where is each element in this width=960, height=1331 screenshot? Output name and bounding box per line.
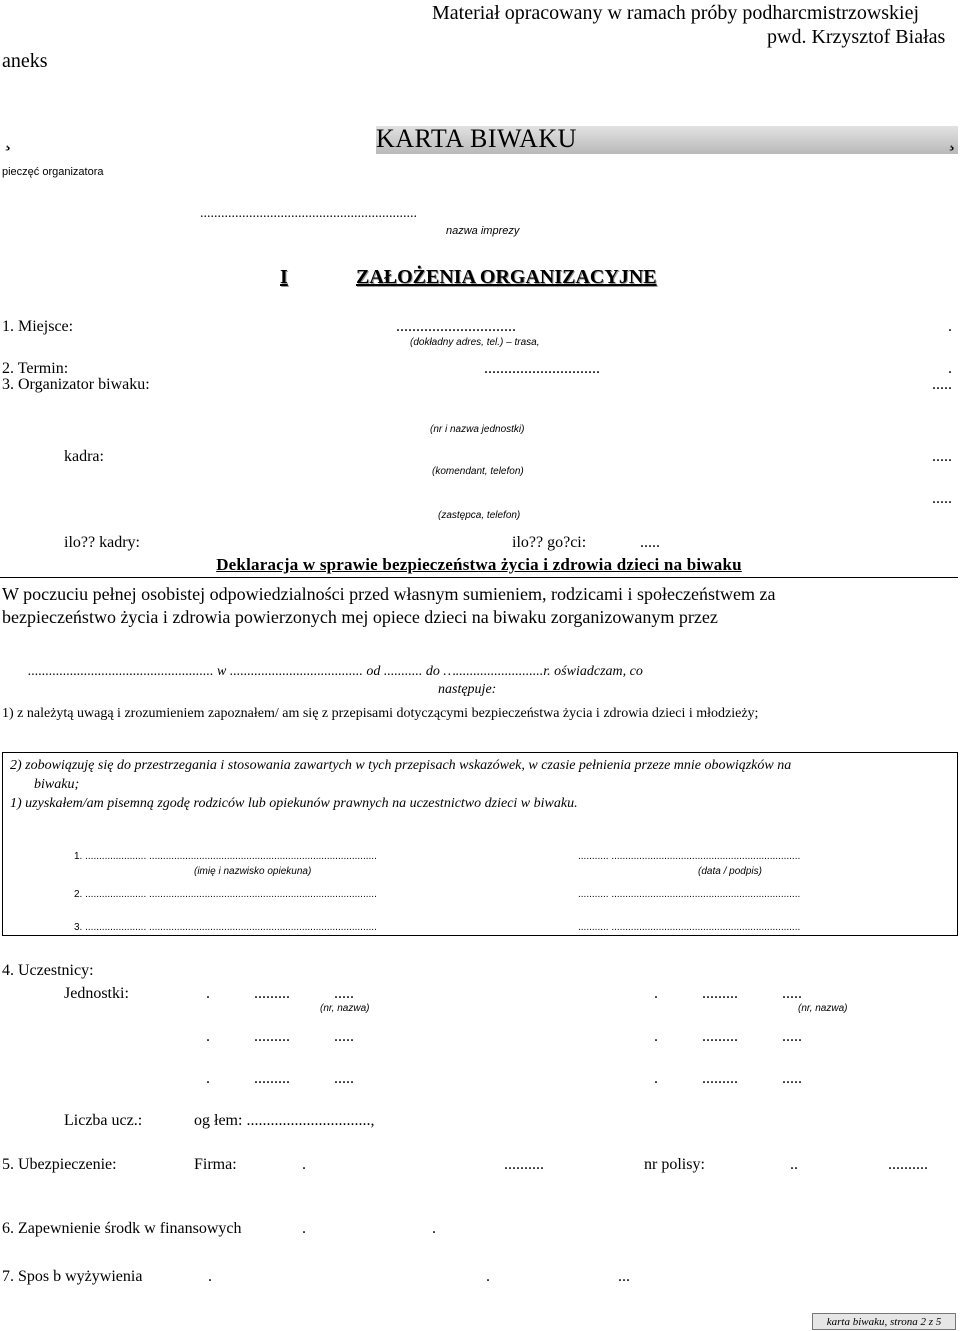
unit-entry-1-left: . ......... ..... xyxy=(206,985,354,1002)
declaration-point-2-line-2: biwaku; xyxy=(34,777,80,792)
declaration-point-1: 1) z należytą uwagą i zrozumieniem zapoznałem/ am się z przepisami dotyczącymi bezpieczeństwa życia i zdrowia dzieci i młodzieży; xyxy=(2,706,759,721)
signature-row-1-right: ........... .................................................................... xyxy=(578,851,801,862)
food-dot-2: . xyxy=(486,1268,490,1285)
signature-row-2-left: 2. ...................... .................................................................................. xyxy=(74,889,377,900)
declaration-point-3: 1) uzyskałem/am pisemną zgodę rodziców lub opiekunów prawnych na uczestnictwo dzieci w biwaku. xyxy=(10,796,578,811)
unit-entry-2-right: . ......... ..... xyxy=(654,1028,802,1045)
signature-row-3-left: 3. ...................... .................................................................................. xyxy=(74,922,377,933)
aneks-label: aneks xyxy=(2,50,48,72)
header-line-2: pwd. Krzysztof Białas xyxy=(767,26,946,48)
title-comma-right: ¸ xyxy=(948,126,956,151)
declaration-heading: Deklaracja w sprawie bezpieczeństwa życia i zdrowia dzieci na biwaku xyxy=(0,555,958,578)
declaration-intro-line-2: bezpieczeństwo życia i zdrowia powierzonych mej opiece dzieci na biwaku zorganizowanym przez xyxy=(2,607,718,627)
finance-dot-1: . xyxy=(302,1220,306,1237)
guests-count-dots: ..... xyxy=(640,534,660,551)
organizer-label: 3. Organizator biwaku: xyxy=(2,376,150,393)
signature-date-hint: (data / podpis) xyxy=(698,866,762,877)
food-dot-3: ... xyxy=(618,1268,630,1285)
guests-count-label: ilo?? go?ci: xyxy=(512,534,587,551)
place-label: 1. Miejsce: xyxy=(2,318,74,335)
term-label: 2. Termin: xyxy=(2,360,69,377)
header-line-1: Materiał opracowany w ramach próby podharcmistrzowskiej xyxy=(432,2,920,24)
food-dot-1: . xyxy=(208,1268,212,1285)
declaration-box xyxy=(2,752,958,936)
participants-count-value: og łem: ..............................., xyxy=(194,1112,375,1129)
unit-entry-3-right: . ......... ..... xyxy=(654,1070,802,1087)
signature-name-hint: (imię i nazwisko opiekuna) xyxy=(194,866,312,877)
section-number: I xyxy=(280,266,288,288)
unit-entry-1-right: . ......... ..... xyxy=(654,985,802,1002)
staff-count-label: ilo?? kadry: xyxy=(64,534,140,551)
staff-end-2: ..... xyxy=(932,490,952,507)
food-label: 7. Spos b wyżywienia xyxy=(2,1268,143,1285)
insurance-company-dots: .......... xyxy=(504,1156,544,1173)
insurance-policy-label: nr polisy: xyxy=(644,1156,705,1173)
staff-label: kadra: xyxy=(64,448,104,465)
unit-entry-2-left: . ......... ..... xyxy=(206,1028,354,1045)
place-hint: (dokładny adres, tel.) – trasa, xyxy=(410,337,540,348)
place-dots: .............................. xyxy=(396,318,516,335)
organizer-hint: (nr i nazwa jednostki) xyxy=(430,424,525,435)
section-title: ZAŁOŻENIA ORGANIZACYJNE xyxy=(356,266,657,288)
insurance-label: 5. Ubezpieczenie: xyxy=(2,1156,117,1173)
insurance-policy-dots-2: .......... xyxy=(888,1156,928,1173)
stamp-label: pieczęć organizatora xyxy=(2,166,104,178)
insurance-company-label: Firma: xyxy=(194,1156,237,1173)
event-name-dots: .............................................................. xyxy=(200,206,417,221)
page-footer: karta biwaku, strona 2 z 5 xyxy=(812,1313,956,1330)
signature-row-2-right: ........... .................................................................... xyxy=(578,889,801,900)
page-title: KARTA BIWAKU xyxy=(376,124,577,153)
signature-row-3-right: ........... .................................................................... xyxy=(578,922,801,933)
participants-count-label: Liczba ucz.: xyxy=(64,1112,143,1129)
declaration-place-line: ..................................................... w ...................................... od ........... do ….........................r. oświadczam, co xyxy=(28,664,643,679)
units-label: Jednostki: xyxy=(64,985,129,1002)
finance-label: 6. Zapewnienie środk w finansowych xyxy=(2,1220,242,1237)
finance-dot-2: . xyxy=(432,1220,436,1237)
unit-entry-3-left: . ......... ..... xyxy=(206,1070,354,1087)
insurance-company-dot: . xyxy=(302,1156,306,1173)
staff-deputy-hint: (zastępca, telefon) xyxy=(438,510,521,521)
place-end: . xyxy=(948,318,952,335)
event-name-label: nazwa imprezy xyxy=(446,225,520,237)
declaration-follows: następuje: xyxy=(438,682,497,697)
declaration-intro-line-1: W poczuciu pełnej osobistej odpowiedzialności przed własnym sumieniem, rodzicami i społeczeństwem za xyxy=(2,584,776,604)
unit-hint-right: (nr, nazwa) xyxy=(798,1003,848,1014)
insurance-policy-dots-1: .. xyxy=(790,1156,798,1173)
term-dots: ............................. xyxy=(484,360,600,377)
title-comma-left: ¸ xyxy=(4,126,12,151)
declaration-point-2-line-1: 2) zobowiązuję się do przestrzegania i stosowania zawartych w tych przepisach wskazówek, w czasie pełnienia przeze mnie obowiązków na xyxy=(10,758,792,773)
signature-row-1-left: 1. ...................... .................................................................................. xyxy=(74,851,377,862)
organizer-end: ..... xyxy=(932,376,952,393)
staff-end: ..... xyxy=(932,448,952,465)
unit-hint-left: (nr, nazwa) xyxy=(320,1003,370,1014)
term-end: . xyxy=(948,360,952,377)
staff-commander-hint: (komendant, telefon) xyxy=(432,466,524,477)
participants-label: 4. Uczestnicy: xyxy=(2,962,94,979)
